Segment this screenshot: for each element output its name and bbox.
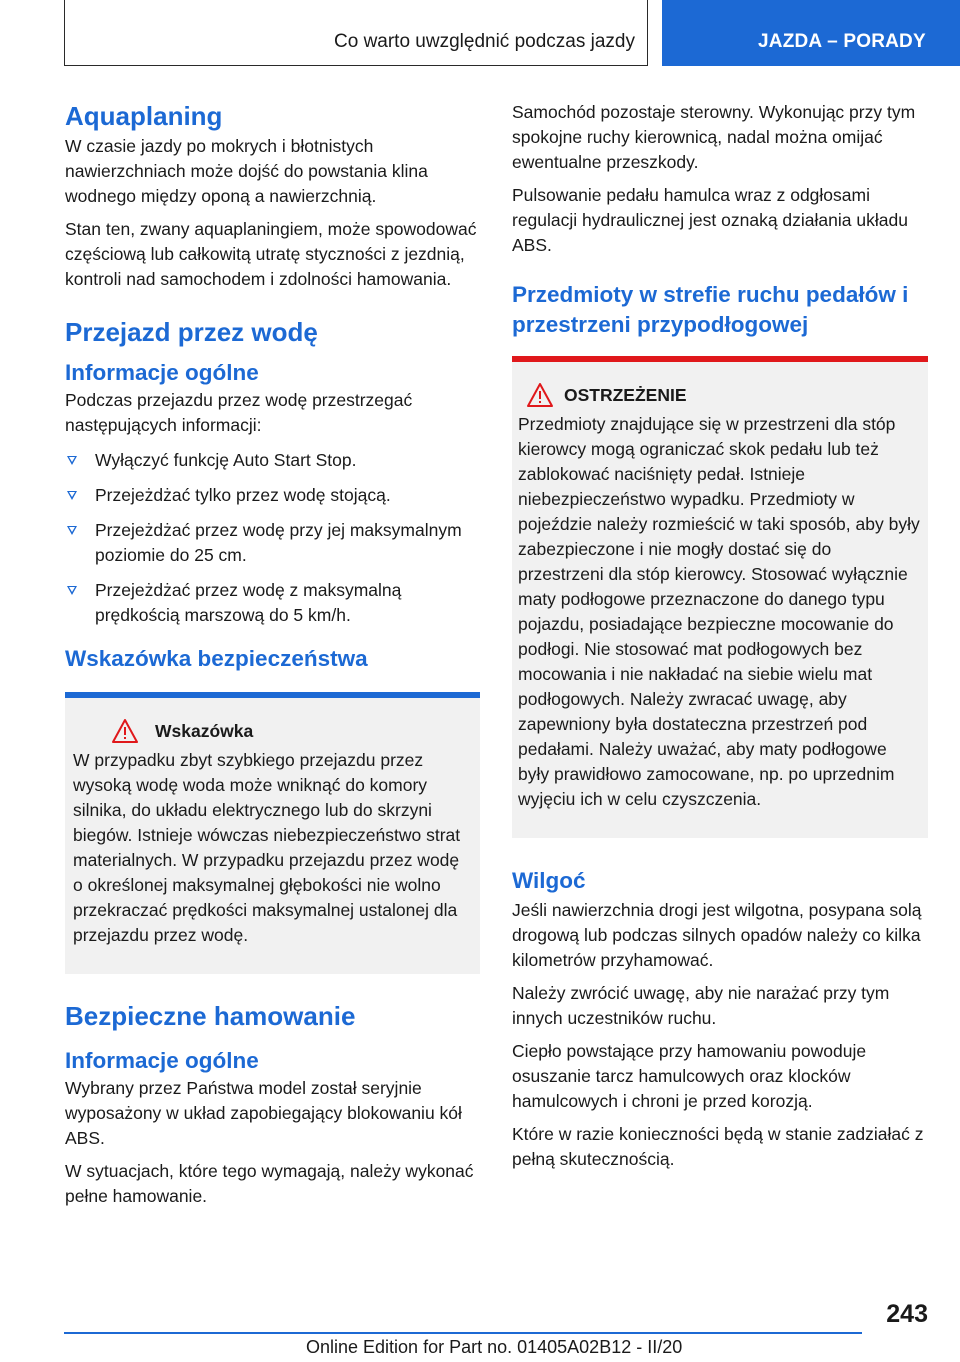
- page-number: 243: [886, 1300, 928, 1328]
- footer-divider: [64, 1332, 862, 1334]
- left-column: [65, 100, 480, 1209]
- note-header: [73, 718, 472, 746]
- header-section-box: [64, 0, 648, 66]
- list-item: Wyłączyć funkcję Auto Start Stop.: [65, 448, 480, 473]
- abs-pulse-paragraph: Pulsowanie pedału hamulca wraz z odgłosami regulacji hydraulicznej jest oznaką działania układu ABS.: [512, 185, 908, 255]
- triangle-bullet-icon: [67, 526, 77, 535]
- note-title: Wskazówka: [155, 721, 254, 741]
- safety-note-box: [65, 692, 480, 974]
- chapter-tab[interactable]: [662, 0, 960, 66]
- warning-note-box: [512, 356, 928, 838]
- note-text: W przypadku zbyt szybkiego przejazdu przez wysoką wodę woda może wniknąć do komory silnika, do układu elektrycznego lub do skrzyni biegów. Istnieje wówczas niebezpieczeństwo strat materialnych. W przypadku przejazdu przez wodę o określonej maksymalnej głębokości nie wolno przekraczać prędkości maksymalnej ustalonej dla przejazdu przez wodę.: [73, 750, 461, 945]
- list-item: Przejeżdżać przez wodę przy jej maksymalnym poziomie do 25 cm.: [65, 518, 480, 568]
- braking-general-subheading: Informacje ogólne: [65, 1048, 259, 1073]
- braking-paragraph-2: W sytuacjach, które tego wymagają, należy wykonać pełne hamowanie.: [65, 1161, 474, 1206]
- aquaplaning-paragraph-2: Stan ten, zwany aquaplaningiem, może spowodować częściową lub całkowitą utratę styczności z jezdnią, kontroli nad samochodem i zdolności hamowania.: [65, 219, 477, 289]
- warning-title: OSTRZEŻENIE: [564, 385, 687, 405]
- aquaplaning-heading: Aquaplaning: [65, 101, 223, 131]
- moisture-paragraph-3: Ciepło powstające przy hamowaniu powoduje osuszanie tarcz hamulcowych oraz klocków hamulcowych i chroni je przed korozją.: [512, 1041, 867, 1111]
- braking-heading: Bezpieczne hamowanie: [65, 1001, 356, 1031]
- list-item: Przejeżdżać przez wodę z maksymalną prędkością marszową do 5 km/h.: [65, 578, 480, 628]
- moisture-heading: Wilgoć: [512, 868, 586, 893]
- triangle-bullet-icon: [67, 586, 77, 595]
- water-bullet-list: [65, 448, 480, 628]
- warning-header: [518, 382, 920, 410]
- warning-triangle-icon: [526, 382, 554, 408]
- list-item: Przejeżdżać tylko przez wodę stojącą.: [65, 483, 480, 508]
- pedal-objects-heading: Przedmioty w strefie ruchu pedałów i przestrzeni przypodłogowej: [512, 282, 909, 337]
- moisture-paragraph-4: Które w razie konieczności będą w stanie zadziałać z pełną skutecznością.: [512, 1124, 924, 1169]
- chapter-tab-label: JAZDA – PORADY: [758, 31, 926, 52]
- warning-triangle-icon: [111, 718, 139, 744]
- safety-note-heading: Wskazówka bezpieczeństwa: [65, 646, 368, 671]
- moisture-paragraph-2: Należy zwrócić uwagę, aby nie narażać przy tym innych uczestników ruchu.: [512, 983, 890, 1028]
- water-crossing-heading: Przejazd przez wodę: [65, 317, 318, 347]
- moisture-paragraph-1: Jeśli nawierzchnia drogi jest wilgotna, posypana solą drogową lub podczas silnych opadów należy co kilka kilometrów przyhamować.: [512, 900, 922, 970]
- braking-paragraph-1: Wybrany przez Państwa model został seryjnie wyposażony w układ zapobiegający blokowaniu kół ABS.: [65, 1078, 462, 1148]
- water-intro-paragraph: Podczas przejazdu przez wodę przestrzegać następujących informacji:: [65, 390, 413, 435]
- aquaplaning-paragraph-1: W czasie jazdy po mokrych i błotnistych nawierzchniach może dojść do powstania klina wodnego między oponą a nawierzchnią.: [65, 136, 428, 206]
- water-general-subheading: Informacje ogólne: [65, 360, 259, 385]
- triangle-bullet-icon: [67, 456, 77, 465]
- triangle-bullet-icon: [67, 491, 77, 500]
- warning-text: Przedmioty znajdujące się w przestrzeni dla stóp kierowcy mogą ograniczać skok pedału lub też zablokować naciśnięty pedał. Istnieje niebezpieczeństwo wypadku. Przedmioty w pojeździe należy rozmieścić w taki sposób, aby były zabezpieczone i nie mogły dostać się do przestrzeni dla stóp kierowcy. Stosować wyłącznie maty podłogowe przeznaczone do danego typu pojazdu, posiadające bezpieczne mocowanie do podłogi. Nie stosować mat podłogowych bez mocowania i nie nakładać na siebie wielu mat podłogowych. Należy zwracać uwagę, aby zapewniony była dostateczna przestrzeń pod pedałami. Należy uważać, aby maty podłogowe były prawidłowo zamocowane, np. po uprzednim wyjęciu ich w celu czyszczenia.: [518, 414, 920, 809]
- header-section-title: Co warto uwzględnić podczas jazdy: [334, 31, 635, 52]
- footer-edition-text: Online Edition for Part no. 01405A02B12 - II/20: [306, 1337, 683, 1357]
- right-column: [512, 100, 928, 1172]
- steering-paragraph: Samochód pozostaje sterowny. Wykonując przy tym spokojne ruchy kierownicą, nadal można omijać ewentualne przeszkody.: [512, 102, 916, 172]
